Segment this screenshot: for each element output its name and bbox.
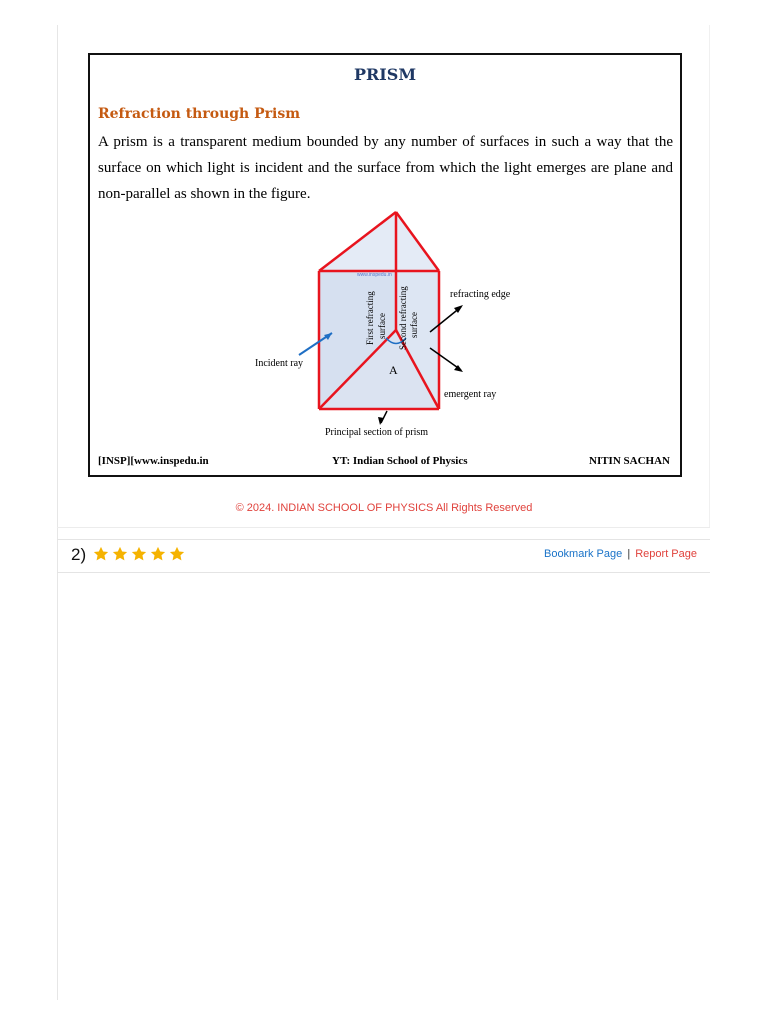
slide-title: PRISM bbox=[353, 65, 417, 84]
star-icon[interactable] bbox=[130, 545, 148, 563]
star-icon[interactable] bbox=[92, 545, 110, 563]
card-divider bbox=[57, 527, 710, 528]
emergent-ray-label: emergent ray bbox=[444, 389, 497, 400]
question-bar-bottom-border bbox=[57, 572, 710, 573]
first-surface-label-line1: First refracting bbox=[365, 291, 375, 345]
star-rating[interactable] bbox=[92, 545, 186, 565]
question-bar-top-border bbox=[57, 539, 710, 540]
second-surface-label-line2: surface bbox=[409, 312, 419, 338]
prism-face-top bbox=[319, 212, 439, 271]
figure-watermark: www.inspedu.in bbox=[357, 272, 392, 278]
star-icon[interactable] bbox=[168, 545, 186, 563]
prism-figure bbox=[245, 207, 535, 439]
slide-paragraph: A prism is a transparent medium bounded by any number of surfaces in such a way that the surface on which light is incident and the surface from which the light emerges are plane and non-parallel as shown in the figure. bbox=[98, 134, 673, 202]
actions-separator: | bbox=[627, 548, 631, 560]
star-icon[interactable] bbox=[149, 545, 167, 563]
prism-slide bbox=[88, 53, 682, 477]
principal-section-label: Principal section of prism bbox=[325, 427, 429, 438]
angle-label: A bbox=[389, 363, 398, 377]
slide-footer-channel: YT: Indian School of Physics bbox=[332, 455, 468, 467]
page-actions bbox=[544, 548, 697, 560]
slide-footer-author: NITIN SACHAN bbox=[589, 455, 670, 467]
card-right-border bbox=[709, 25, 710, 528]
slide-footer-website: [INSP][www.inspedu.in bbox=[98, 455, 209, 467]
incident-ray-label: Incident ray bbox=[255, 358, 304, 369]
report-page-link[interactable]: Report Page bbox=[635, 548, 697, 560]
second-surface-label-line1: Second refracting bbox=[398, 286, 408, 350]
refracting-edge-label: refracting edge bbox=[450, 289, 511, 300]
slide-subtitle: Refraction through Prism bbox=[98, 106, 301, 122]
first-surface-label-line2: surface bbox=[377, 313, 387, 339]
copyright-notice: © 2024. INDIAN SCHOOL OF PHYSICS All Rights Reserved bbox=[235, 502, 533, 514]
bookmark-page-link[interactable]: Bookmark Page bbox=[543, 548, 623, 560]
question-number: 2) bbox=[71, 545, 87, 564]
principal-section-arrowhead bbox=[378, 417, 384, 425]
star-icon[interactable] bbox=[111, 545, 129, 563]
